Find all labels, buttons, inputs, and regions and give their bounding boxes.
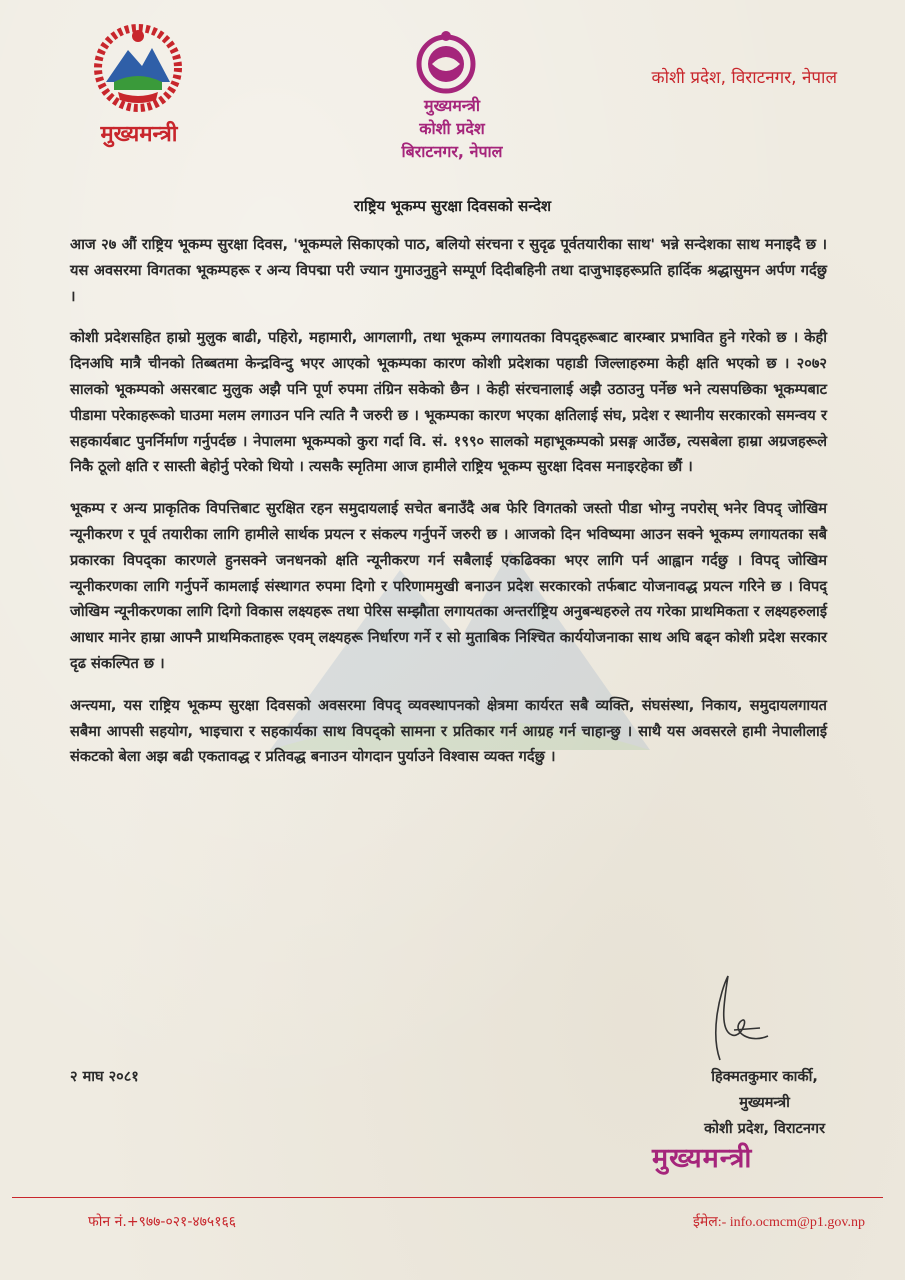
signatory-position: मुख्यमन्त्री: [739, 1095, 790, 1111]
chief-minister-office-logo-icon: [412, 30, 480, 94]
signatory-block: [704, 1064, 825, 1142]
official-stamp: मुख्यमन्त्री: [652, 1143, 753, 1174]
signatory-office: कोशी प्रदेश, विराटनगर: [704, 1121, 825, 1137]
header-address: कोशी प्रदेश, विराटनगर, नेपाल: [651, 68, 837, 88]
signatory-name: हिक्मतकुमार कार्की,: [711, 1069, 818, 1085]
center-office-heading: [352, 94, 552, 163]
letter-body: [70, 232, 827, 786]
nepal-emblem-icon: [90, 22, 186, 114]
paragraph-4: अन्त्यमा, यस राष्ट्रिय भूकम्प सुरक्षा दिवसको अवसरमा विपद् व्यवस्थापनको क्षेत्रमा कार्यरत सबै व्यक्ति, संघसंस्था, निकाय, समुदायलगायत सबैमा आपसी सहयोग, भाइचारा र सहकार्यका साथ विपद्को सामना र प्रतिकार गर्न आग्रह गर्न चाहान्छु । साथै यस अवसरले हामी नेपालीलाई संकटको बेला अझ बढी एकतावद्ध र प्रतिवद्ध बनाउन योगदान पुर्याउने विश्वास व्यक्त गर्दछु ।: [70, 696, 827, 766]
letter-title: राष्ट्रिय भूकम्प सुरक्षा दिवसको सन्देश: [353, 197, 552, 215]
center-line-title: मुख्यमन्त्री: [424, 96, 480, 115]
paragraph-3: भूकम्प र अन्य प्राकृतिक विपत्तिबाट सुरक्षित रहन समुदायलाई सचेत बनाउँदै अब फेरि विगतको जस्तो पीडा भोग्नु नपरोस् भनेर विपद् जोखिम न्यूनीकरण र पूर्व तयारीका लागि हामीले सार्थक प्रयत्न र संकल्प गर्नुपर्ने जरुरी छ । आजको दिन भविष्यमा आउन सक्ने भूकम्प लगायतका सबै प्रकारका विपद्का कारणले हुनसक्ने जनधनको क्षति न्यूनीकरण गर्न सबैलाई एकढिक्का भएर लागि पर्न आह्वान गर्दछु । विपद् जोखिम न्यूनीकरणका लागि गर्नुपर्ने कामलाई संस्थागत रुपमा दिगो र परिणाममुखी बनाउन प्रदेश सरकारको तर्फबाट योजनावद्ध प्रयत्न गरिने छ । विपद् जोखिम न्यूनीकरणका लागि दिगो विकास लक्ष्यहरू तथा पेरिस सम्झौता लगायतका अन्तर्राष्ट्रिय अनुबन्धहरुले तय गरेका प्राथमिकता र लक्ष्यहरुलाई आधार मानेर हाम्रा आफ्नै प्राथमिकताहरू एवम् लक्ष्यहरू निर्धारण गर्ने र सो मुताबिक निश्चित कार्ययोजनाका साथ अघि बढ्न कोशी प्रदेश सरकार दृढ संकल्पित छ ।: [70, 500, 827, 672]
footer-phone: फोन नं.+९७७-०२१-४७५१६६: [88, 1214, 237, 1230]
footer-email: ईमेल:- info.ocmcm@p1.gov.np: [692, 1215, 865, 1230]
footer-divider: [12, 1197, 883, 1198]
center-line-city: बिराटनगर, नेपाल: [401, 142, 503, 161]
paragraph-2: कोशी प्रदेशसहित हाम्रो मुलुक बाढी, पहिरो, महामारी, आगलागी, तथा भूकम्प लगायतका विपद्हरूबाट बारम्बार प्रभावित हुने गरेको छ । केही दिनअघि मात्रै चीनको तिब्बतमा केन्द्रविन्दु भएर आएको भूकम्पका कारण कोशी प्रदेशका पहाडी जिल्लाहरुमा केही क्षति भएको छ । २०७२ सालको भूकम्पको असरबाट मुलुक अझै पनि पूर्ण रुपमा तंग्रिन सकेको छैन । केही संरचनालाई अझै उठाउनु पर्नेछ भने त्यसपछिका भूकम्पबाट पीडामा परेकाहरूको घाउमा मलम लगाउन पनि त्यति नै जरुरी छ । भूकम्पका कारण भएका क्षतिलाई संघ, प्रदेश र स्थानीय सरकारको समन्वय र सहकार्यबाट पुनर्निर्माण गर्नुपर्दछ । नेपालमा भूकम्पको कुरा गर्दा वि. सं. १९९० सालको महाभूकम्पको प्रसङ्ग आउँछ, त्यसबेला हाम्रा अग्रजहरूले निकै ठूलो क्षति र सास्ती बेहोर्नु परेको थियो । त्यसकै स्मृतिमा आज हामीले राष्ट्रिय भूकम्प सुरक्षा दिवस मनाइरहेका छौं ।: [70, 329, 827, 476]
emblem-caption: मुख्यमन्त्री: [100, 122, 178, 147]
center-line-province: कोशी प्रदेश: [419, 119, 485, 138]
paragraph-1: आज २७ औं राष्ट्रिय भूकम्प सुरक्षा दिवस, 'भूकम्पले सिकाएको पाठ, बलियो संरचना र सुदृढ पूर्वतयारीका साथ' भन्ने सन्देशका साथ मनाइदै छ । यस अवसरमा विगतका भूकम्पहरू र अन्य विपद्मा परी ज्यान गुमाउनुहुने सम्पूर्ण दिदीबहिनी तथा दाजुभाइहरूप्रति हार्दिक श्रद्धासुमन अर्पण गर्दछु ।: [70, 236, 827, 305]
letter-date: २ माघ २०८१: [70, 1069, 139, 1085]
handwritten-signature: [690, 972, 780, 1062]
